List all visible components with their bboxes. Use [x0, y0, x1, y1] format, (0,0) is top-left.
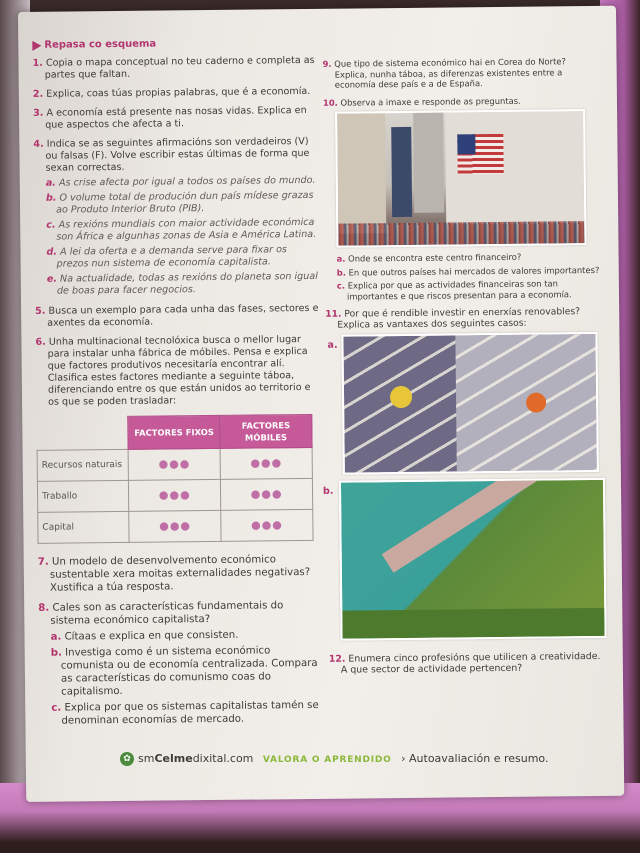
- ellipsis-dots-icon: ●●●: [221, 509, 313, 541]
- table-header-row: [37, 414, 312, 450]
- question-10b: b. En que outros países hai mercados de valores importantes?: [336, 264, 600, 278]
- hydroelectric-dam-photo: [339, 478, 607, 641]
- question-1: 1. Copia o mapa conceptual no teu caderno e completa as partes que faltan.: [32, 54, 315, 81]
- ellipsis-dots-icon: ●●●: [128, 448, 220, 480]
- table-row: [38, 509, 313, 543]
- question-4d: d. A lei da oferta e a demanda serve para fixar os prezos nun sistema de economía capitalista.: [46, 244, 287, 270]
- right-column: [323, 56, 606, 683]
- question-7: 7. Un modelo de desenvolvemento económico sustentable xera moitas externalidades negativas? Xustifica a túa resposta.: [37, 554, 311, 594]
- header-factores-mobiles: FACTORES MÓBILES: [220, 414, 312, 448]
- image-label-b: b.: [322, 485, 334, 497]
- left-column: [32, 37, 323, 731]
- question-9: 9. Que tipo de sistema económico hai en Corea do Norte? Explica, nunha táboa, as diferenzas existentes entre a economía dese país e a de España.: [322, 56, 567, 90]
- question-4b: b. O volume total de produción dun país mídese grazas ao Produto Interior Bruto (PIB).: [45, 189, 314, 216]
- ellipsis-dots-icon: ●●●: [221, 478, 313, 510]
- solar-panels-workers-photo: [341, 332, 598, 475]
- triangle-arrow-icon: [32, 41, 41, 51]
- us-flag: [457, 134, 503, 174]
- question-5: 5. Busca un exemplo para cada unha das fases, sectores e axentes da economía.: [35, 302, 319, 329]
- autoavaliacion-link[interactable]: › Autoavaliación e resumo.: [401, 752, 549, 765]
- question-2: 2. Explica, coas túas propias palabras, que é a economía.: [32, 85, 311, 100]
- ellipsis-dots-icon: ●●●: [220, 447, 312, 479]
- question-6: 6. Unha multinacional tecnolóxica busca o mellor lugar para instalar unha fábrica de móbiles. Pensa e explica que factores produtivos necesitaría encontrar alí. Clasifica estes factores mediante a seguinte táboa, diferenciando entre os que están unidos ao territorio e os que se poden trasladar:: [35, 334, 311, 408]
- question-8c: c. Explica por que os sistemas capitalistas tamén se denominan economías de mercado.: [51, 699, 319, 727]
- question-8b: b. Investiga como é un sistema económico comunista ou de economía centralizada. Compara as características do comunismo coas do capitalismo.: [50, 645, 318, 698]
- question-4a: a. As crise afecta por igual a todos os países do mundo.: [45, 174, 316, 189]
- ellipsis-dots-icon: ●●●: [129, 510, 221, 542]
- question-12: 12. Enumera cinco profesións que utilicen a creatividade. A que sector de actividade pertencen?: [328, 650, 601, 676]
- table-row: [37, 478, 312, 512]
- question-3: 3. A economía está presente nas nosas vidas. Explica en que aspectos che afecta a ti.: [33, 104, 307, 131]
- footer: [120, 752, 548, 766]
- question-10a: a. Onde se encontra este centro financeiro?: [336, 251, 522, 264]
- question-10: 10. Observa a imaxe e responde as preguntas.: [322, 95, 521, 108]
- question-8a: a. Cítaas e explica en que consisten.: [50, 629, 239, 643]
- row-label: Traballo: [37, 480, 129, 512]
- image-label-a: a.: [327, 339, 338, 351]
- question-4c: c. As rexións mundiais con maior actividade económica son África e algunhas zonas de Asia e América Latina.: [46, 216, 317, 243]
- row-label: Recursos naturais: [37, 449, 129, 481]
- textbook-page: [18, 6, 624, 802]
- worker-orange-helmet: [526, 392, 546, 412]
- table-row: [37, 447, 312, 481]
- question-8: 8. Cales son as características fundamentais do sistema económico capitalista?: [38, 600, 284, 627]
- question-4: 4. Indica se as seguintes afirmacións son verdadeiros (V) ou falsas (F). Volve escribir estas últimas de forma que sexan correctas.: [33, 135, 310, 174]
- factors-table: [36, 414, 313, 544]
- question-10c: c. Explica por que as actividades financeiras son tan importantes e que riscos presentan para a economía.: [336, 278, 572, 302]
- question-4e: e. Na actualidade, todas as rexións do planeta son igual de boas para facer negocios.: [46, 270, 318, 297]
- sm-leaf-logo-icon: ✿: [120, 752, 134, 766]
- valora-label: VALORA O APRENDIDO: [262, 755, 392, 765]
- question-11: 11. Por que é rendible investir en enerxías renovables? Explica as vantaxes dos seguintes casos:: [325, 306, 581, 331]
- worker-yellow-helmet: [390, 386, 412, 408]
- row-label: Capital: [38, 511, 130, 543]
- site-link[interactable]: smCelmedixital.com: [138, 752, 254, 765]
- header-factores-fixos: FACTORES FIXOS: [128, 415, 220, 449]
- section-title: Repasa co esquema: [32, 37, 316, 52]
- ellipsis-dots-icon: ●●●: [129, 479, 221, 511]
- new-york-stock-exchange-photo: [335, 109, 586, 248]
